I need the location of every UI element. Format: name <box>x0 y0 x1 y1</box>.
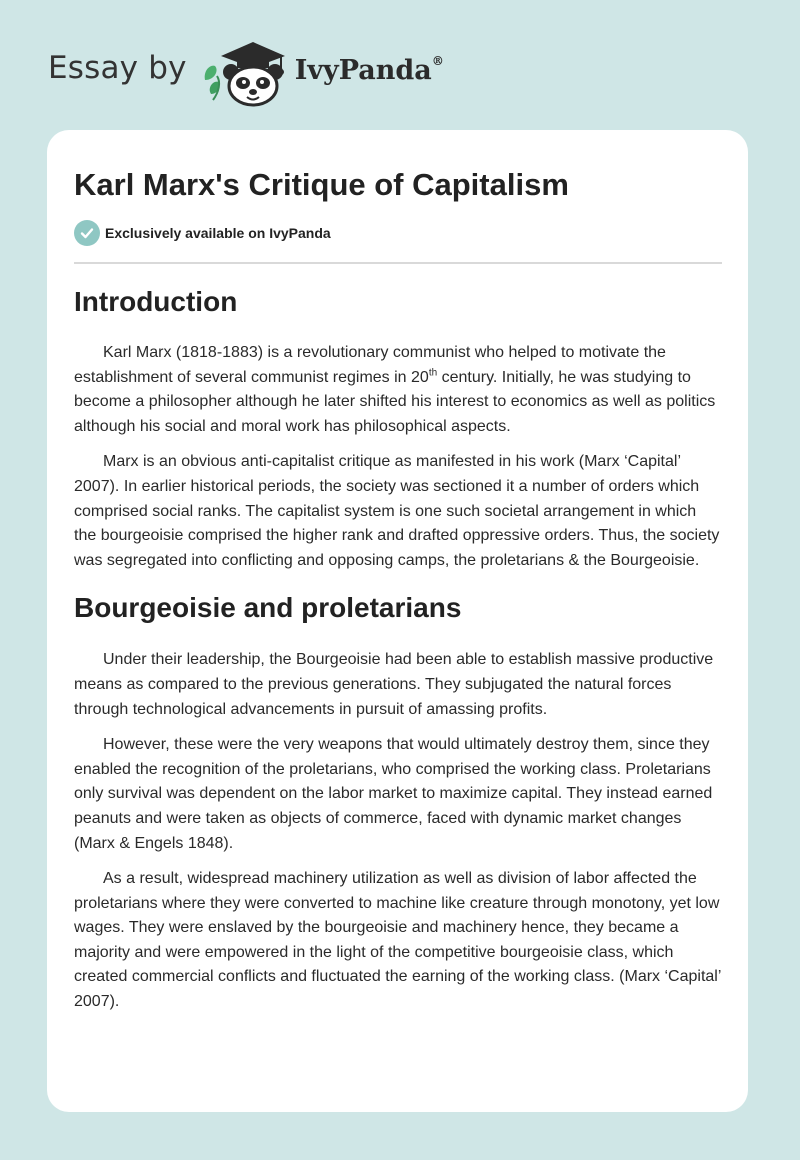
paragraph: Karl Marx (1818-1883) is a revolutionary communist who helped to motivate the establishment of several communist regimes in 20th century. Initially, he was studying to become a philosopher although he later shifted his interest to economics as well as politics although his social and moral work has philosophical aspects. <box>74 344 716 435</box>
badge-label: Exclusively available on IvyPanda <box>105 225 331 241</box>
brand-header <box>48 36 444 108</box>
section-heading-introduction: Introduction <box>74 286 238 317</box>
brand-prefix: Essay by <box>48 50 187 86</box>
leaf-icon <box>204 66 219 100</box>
paragraph: However, these were the very weapons that would ultimately destroy them, since they enabled the recognition of the proletarians, who comprised the working class. Proletarians only survival was dependent on the labor market to maximize capital. They instead earned peanuts and were taken as objects of commerce, faced with dynamic market changes (Marx & Engels 1848). <box>74 736 713 852</box>
paragraph: Under their leadership, the Bourgeoisie had been able to establish massive productive means as compared to the previous generations. They subjugated the natural forces through technological advancements in pursuit of amassing profits. <box>74 651 714 718</box>
divider <box>74 262 722 264</box>
panda-graduate-icon <box>201 36 293 108</box>
paragraph: As a result, widespread machinery utilization as well as division of labor affected the proletarians where they were converted to machine like creature through monotony, yet low wages. They were enslaved by the bourgeoisie and machinery hence, they became a majority and were empowered in the light of the competitive bourgeoisie class, which created commercial conflicts and fluctuated the earning of the working class. (Marx ‘Capital’ 2007). <box>74 870 721 1011</box>
brand-name: IvyPanda® <box>294 53 444 86</box>
check-icon <box>74 220 100 246</box>
paragraph: Marx is an obvious anti-capitalist critique as manifested in his work (Marx ‘Capital’ 2007). In earlier historical periods, the society was sectioned it a number of orders which comprised social ranks. The capitalist system is one such societal arrangement in which the bourgeoisie comprised the higher rank and drafted oppressive orders. Thus, the society was segregated into conflicting and opposing camps, the proletarians & the Bourgeoisie. <box>74 453 720 569</box>
section-heading-bourgeoisie: Bourgeoisie and proletarians <box>74 592 462 624</box>
exclusive-badge <box>74 220 722 246</box>
essay-card <box>47 130 748 1112</box>
page-title: Karl Marx's Critique of Capitalism <box>74 167 569 202</box>
